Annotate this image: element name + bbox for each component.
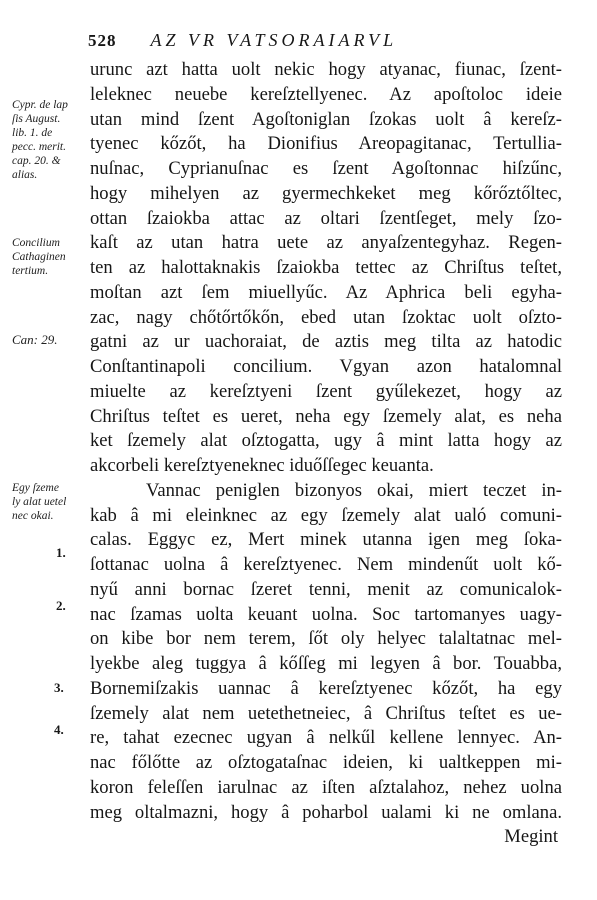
- text-line: nac ſzamas uolta keuant uolna. Soc tartomanyes uagy-: [90, 603, 562, 625]
- text-line: calas. Eggyc ez, Mert minek utanna igen meg ſoka-: [90, 529, 562, 551]
- margin-note-line: Cypr. de lap: [12, 99, 68, 111]
- text-line: on kibe bor nem terem, ſőt oly helyec talaltatnac mel-: [90, 628, 562, 650]
- text-line: utan mind ſzent Agoſtoniglan ſzokas uolt â kereſz-: [90, 108, 562, 130]
- margin-note-line: Egy ſzeme: [12, 482, 59, 494]
- margin-note-line: pecc. merit.: [12, 141, 66, 153]
- margin-note-line: nec okai.: [12, 510, 54, 522]
- text-line: akcorbeli kereſztyeneknec iduőſſegec keuanta.: [90, 455, 434, 476]
- text-line: kaſt az utan hatra uete az anyaſzentegyhaz. Regen-: [90, 232, 562, 254]
- text-line: zac, nagy chőtőrtőkőn, ebed utan ſzoktac uolt oſzto-: [90, 306, 562, 328]
- text-line: tyenec kőzőt, ha Dionifius Areopagitanac, Tertullia-: [90, 133, 562, 155]
- text-line: ket ſzemely alat oſztogatta, ugy â mint latta hogy az: [90, 430, 562, 452]
- margin-note-line: tertium.: [12, 265, 49, 277]
- running-header: [88, 30, 528, 56]
- text-line: koron feleſſen iarulnac az iſten aſztalahoz, nehez uolna: [90, 776, 562, 798]
- text-line: re, tahat ezecnec ugyan â nelkűl kellene lennyec. An-: [90, 727, 562, 749]
- text-line-indented: Vannac peniglen bizonyos okai, miert teczet in-: [146, 479, 562, 501]
- text-line: ten az halottaknakis ſzaiokba tettec az Chriſtus teſtet,: [90, 257, 562, 278]
- margin-note-concilium: [12, 236, 92, 278]
- text-line: kab â mi eleinknec az egy ſzemely alat ualó comuni-: [90, 504, 562, 526]
- margin-note-line: alias.: [12, 169, 38, 181]
- text-line: Bornemiſzakis uannac â kereſztyenec kőzőt, ha egy: [90, 677, 562, 699]
- margin-note-line: ſis August.: [12, 113, 61, 125]
- margin-note-line: cap. 20. &: [12, 155, 61, 167]
- margin-note-cyprian: [12, 98, 92, 182]
- margin-number: 3.: [54, 680, 64, 695]
- text-line: gatni az ur uachoraiat, de aztis meg tilta az hatodic: [90, 331, 562, 353]
- catchword: Megint: [504, 826, 558, 848]
- text-line: nyű anni bornac ſzeret tenni, menit az comunicalok-: [90, 578, 562, 600]
- text-line: Chriſtus teſtet es ueret, neha egy ſzemely alat, es neha: [90, 405, 562, 427]
- margin-number: 1.: [56, 545, 66, 560]
- margin-note-line: Cathaginen: [12, 251, 66, 263]
- text-line: miuelte az kereſztyeni ſzent gyűlekezet, hogy az: [90, 380, 562, 402]
- text-line: ſottanac uolna â kereſztyenec. Nem mindenűt uolt kő-: [90, 554, 562, 575]
- text-line: moſtan azt ſem miuellyűc. Az Aphrica beli egyha-: [90, 281, 562, 303]
- text-line: ottan ſzaiokba attac az oltari ſzentſeget, mely ſzo-: [90, 207, 562, 229]
- text-line: nuſnac, Cyprianuſnac es ſzent Agoſtonnac hiſzűnc,: [90, 158, 562, 179]
- margin-note-line: Can: 29.: [12, 332, 58, 347]
- text-line: urunc azt hatta uolt nekic hogy atyanac, fiunac, ſzent-: [90, 59, 562, 80]
- margin-note-reasons: [12, 481, 92, 523]
- margin-number: 2.: [56, 598, 66, 613]
- margin-note-line: lib. 1. de: [12, 127, 53, 139]
- margin-number: 4.: [54, 722, 64, 737]
- margin-note-canon: [12, 333, 92, 347]
- text-line: lyekbe aleg tuggya â kőſſeg mi legyen â bor. Touabba,: [90, 653, 562, 674]
- text-line: ſzemely alat nem uetethetneiec, â Chriſtus teſtet es ue-: [90, 702, 562, 724]
- margin-note-line: Concilium: [12, 237, 60, 249]
- text-line: hogy mihelyen az gyermechkeket meg kőrőztőltec,: [90, 182, 562, 204]
- running-title: AZ VR VATSORAIARVL: [150, 30, 398, 50]
- text-line: nac főlőtte az oſztogataſnac ideien, ki ualtkeppen mi-: [90, 752, 562, 773]
- text-line: meg oltalmazni, hogy â poharbol ualami ki ne omlana.: [90, 801, 562, 823]
- margin-note-line: ly alat uetel: [12, 496, 67, 508]
- page-number: 528: [88, 31, 117, 50]
- main-text: [90, 58, 562, 850]
- text-line: leleknec neuebe kereſztellyenec. Az apoſtoloc ideie: [90, 83, 562, 105]
- text-line: Conſtantinapoli concilium. Vgyan azon hatalomnal: [90, 356, 562, 377]
